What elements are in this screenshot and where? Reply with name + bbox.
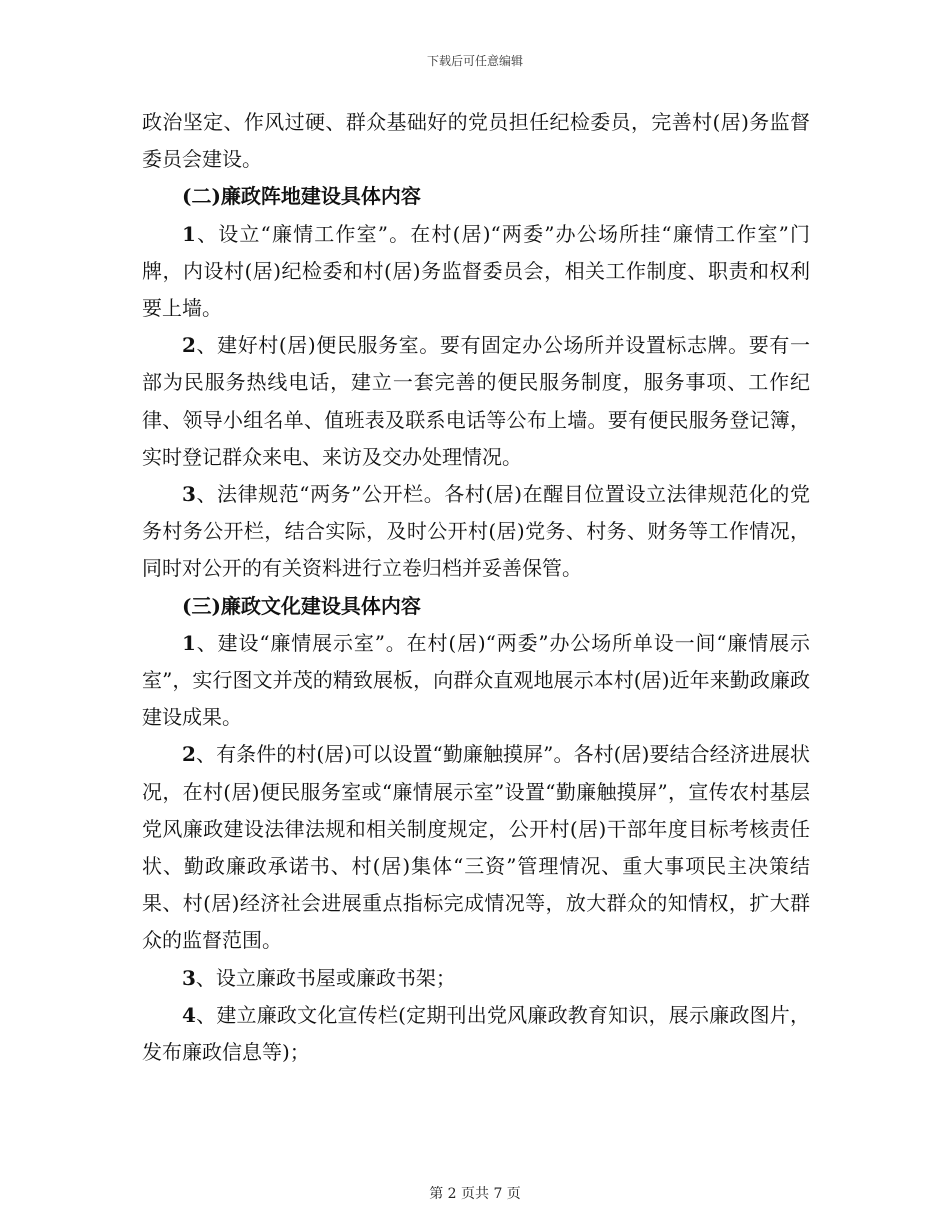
paragraph: 政治坚定、作风过硬、群众基础好的党员担任纪检委员，完善村(居)务监督委员会建设。 (142, 110, 810, 172)
paragraph (142, 736, 810, 959)
paragraph-text: 、设立“廉情工作室”。在村(居)“两委”办公场所挂“廉情工作室”门牌，内设村(居)纪检委和村(居)务监督委员会，相关工作制度、职责和权利要上墙。 (142, 221, 810, 321)
item-number: 3 (182, 482, 196, 507)
paragraph (142, 216, 810, 328)
section-heading: (三)廉政文化建设具体内容 (182, 593, 421, 618)
paragraph (142, 997, 810, 1071)
paragraph (142, 476, 810, 588)
section-heading: (二)廉政阵地建设具体内容 (182, 184, 421, 209)
paragraph-text: 、建好村(居)便民服务室。要有固定办公场所并设置标志牌。要有一部为民服务热线电话，建立一套完善的便民服务制度，服务事项、工作纪律、领导小组名单、值班表及联系电话等公布上墙。要有便民服务登记簿，实时登记群众来电、来访及交办处理情况。 (142, 333, 810, 469)
page-header: 下载后可任意编辑 (426, 54, 523, 68)
item-number: 3 (182, 965, 196, 990)
paragraph (142, 960, 810, 997)
paragraph-text: 、有条件的村(居)可以设置“勤廉触摸屏”。各村(居)要结合经济进展状况，在村(居)便民服务室或“廉情展示室”设置“勤廉触摸屏”，宣传农村基层党风廉政建设法律法规和相关制度规定，公开村(居)干部年度目标考核责任状、勤政廉政承诺书、村(居)集体“三资”管理情况、重大事项民主决策结果、村(居)经济社会进展重点指标完成情况等，放大群众的知情权，扩大群众的监督范围。 (142, 742, 810, 953)
item-number: 2 (182, 333, 196, 358)
item-number: 4 (182, 1002, 196, 1027)
paragraph-text: 、法律规范“两务”公开栏。各村(居)在醒目位置设立法律规范化的党务村务公开栏，结合实际，及时公开村(居)党务、村务、财务等工作情况，同时对公开的有关资料进行立卷归档并妥善保管。 (142, 482, 810, 581)
paragraph (142, 327, 810, 476)
paragraph-text: 、设立廉政书屋或廉政书架； (195, 965, 456, 990)
page-footer: 第 2 页共 7 页 (429, 1186, 521, 1202)
item-number: 1 (182, 221, 196, 246)
item-number: 2 (182, 742, 196, 767)
item-number: 1 (182, 630, 196, 655)
document-body (142, 104, 810, 1071)
paragraph (142, 625, 810, 737)
paragraph-text: 、建设“廉情展示室”。在村(居)“两委”办公场所单设一间“廉情展示室”，实行图文并茂的精致展板，向群众直观地展示本村(居)近年来勤政廉政建设成果。 (142, 630, 810, 730)
paragraph-text: 、建立廉政文化宣传栏(定期刊出党风廉政教育知识，展示廉政图片，发布廉政信息等)； (142, 1002, 810, 1065)
